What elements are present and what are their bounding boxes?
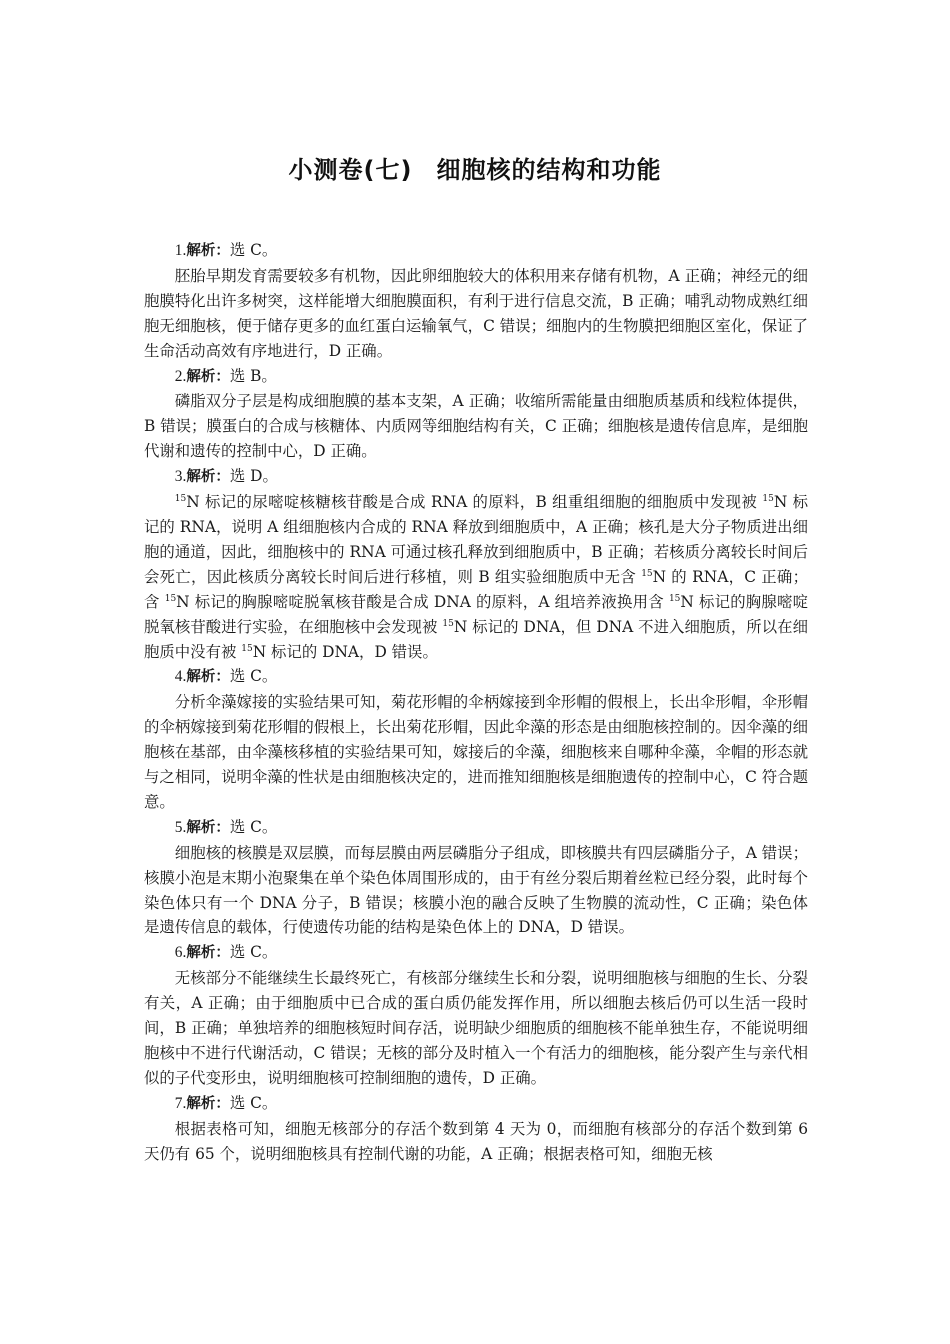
question-number: 7.	[174, 1094, 187, 1112]
question-header	[144, 940, 808, 966]
explanation-paragraph: 分析伞藻嫁接的实验结果可知，菊花形帽的伞柄嫁接到伞形帽的假根上，长出伞形帽，伞形帽的伞柄嫁接到菊花形帽的假根上，长出菊花形帽，因此伞藻的形态是由细胞核控制的。因伞藻的细胞核在基部，由伞藻核移植的实验结果可知，嫁接后的伞藻，细胞核来自哪种伞藻，伞帽的形态就与之相同，说明伞藻的性状是由细胞核决定的，进而推知细胞核是细胞遗传的控制中心，C 符合题意。	[144, 693, 808, 811]
question-number: 6.	[174, 944, 187, 962]
question-number: 5.	[174, 818, 187, 836]
question-header	[144, 364, 808, 390]
question-header	[144, 464, 808, 490]
answer-choice: 选 C。	[229, 667, 278, 686]
title-main: 小测卷(七)	[288, 156, 413, 184]
answer-choice: 选 C。	[229, 817, 278, 836]
question-header	[144, 815, 808, 841]
explanation-paragraph: 细胞核的核膜是双层膜，而每层膜由两层磷脂分子组成，即核膜共有四层磷脂分子，A 错误；核膜小泡是末期小泡聚集在单个染色体周围形成的，由于有丝分裂后期着丝粒已经分裂，此时每个染色体只有一个 DNA 分子，B 错误；核膜小泡的融合反映了生物膜的流动性，C 正确；染色体是遗传信息的载体，行使遗传功能的结构是染色体上的 DNA，D 错误。	[144, 843, 808, 937]
question-header	[144, 238, 808, 264]
explanation-paragraph: 胚胎早期发育需要较多有机物，因此卵细胞较大的体积用来存储有机物，A 正确；神经元的细胞膜特化出许多树突，这样能增大细胞膜面积，有利于进行信息交流，B 正确；哺乳动物成熟红细胞无细胞核，便于储存更多的血红蛋白运输氧气，C 错误；细胞内的生物膜把细胞区室化，保证了生命活动高效有序地进行，D 正确。	[144, 266, 808, 360]
question-number: 4.	[174, 668, 187, 686]
answer-choice: 选 C。	[229, 1093, 278, 1112]
page-title	[0, 150, 950, 185]
question-header	[144, 664, 808, 690]
analysis-label: 解析：	[186, 1095, 230, 1112]
answer-choice: 选 D。	[229, 467, 278, 486]
answer-body	[144, 238, 808, 1167]
analysis-label: 解析：	[186, 669, 230, 686]
analysis-label: 解析：	[186, 945, 230, 962]
analysis-label: 解析：	[186, 368, 230, 385]
question-number: 1.	[174, 242, 187, 259]
explanation-paragraph: 磷脂双分子层是构成细胞膜的基本支架，A 正确；收缩所需能量由细胞质基质和线粒体提供，B 错误；膜蛋白的合成与核糖体、内质网等细胞结构有关，C 正确；细胞核是遗传信息库，是细胞代谢和遗传的控制中心，D 正确。	[144, 392, 808, 461]
title-sub: 细胞核的结构和功能	[436, 156, 662, 184]
explanation-paragraph: 根据表格可知，细胞无核部分的存活个数到第 4 天为 0，而细胞有核部分的存活个数到第 6 天仍有 65 个，说明细胞核具有控制代谢的功能，A 正确；根据表格可知，细胞无核	[144, 1119, 808, 1163]
question-header	[144, 1091, 808, 1117]
answer-choice: 选 C。	[229, 241, 278, 259]
analysis-label: 解析：	[186, 469, 230, 486]
analysis-label: 解析：	[186, 819, 230, 836]
explanation-paragraph: $^{15}$N 标记的尿嘧啶核糖核苷酸是合成 RNA 的原料，B 组重组细胞的细胞质中发现被 $^{15}$N 标记的 RNA，说明 A 组细胞核内合成的 RNA 释放到细胞质中，A 正确；核孔是大分子物质进出细胞的通道，因此，细胞核中的 RNA 可通过核孔释放到细胞质中，B 正确；若核质分离较长时间后会死亡，因此核质分离较长时间后进行移植，则 B 组实验细胞质中无含 $^{15}$N 的 RNA，C 正确；含 $^{15}$N 标记的胸腺嘧啶脱氧核苷酸是合成 DNA 的原料，A 组培养液换用含 $^{15}$N 标记的胸腺嘧啶脱氧核苷酸进行实验，在细胞核中会发现被 $^{15}$N 标记的 DNA，但 DNA 不进入细胞质，所以在细胞质中没有被 $^{15}$N 标记的 DNA，D 错误。	[144, 493, 809, 661]
explanation-paragraph: 无核部分不能继续生长最终死亡，有核部分继续生长和分裂，说明细胞核与细胞的生长、分裂有关，A 正确；由于细胞质中已合成的蛋白质仍能发挥作用，所以细胞去核后仍可以生活一段时间，B 正确；单独培养的细胞核短时间存活，说明缺少细胞质的细胞核不能单独生存，不能说明细胞核中不进行代谢活动，C 错误；无核的部分及时植入一个有活力的细胞核，能分裂产生与亲代相似的子代变形虫，说明细胞核可控制细胞的遗传，D 正确。	[144, 969, 808, 1087]
answer-choice: 选 B。	[229, 366, 277, 385]
analysis-label: 解析：	[186, 243, 230, 259]
answer-choice: 选 C。	[229, 943, 278, 962]
question-number: 3.	[174, 468, 187, 486]
question-number: 2.	[174, 367, 187, 385]
